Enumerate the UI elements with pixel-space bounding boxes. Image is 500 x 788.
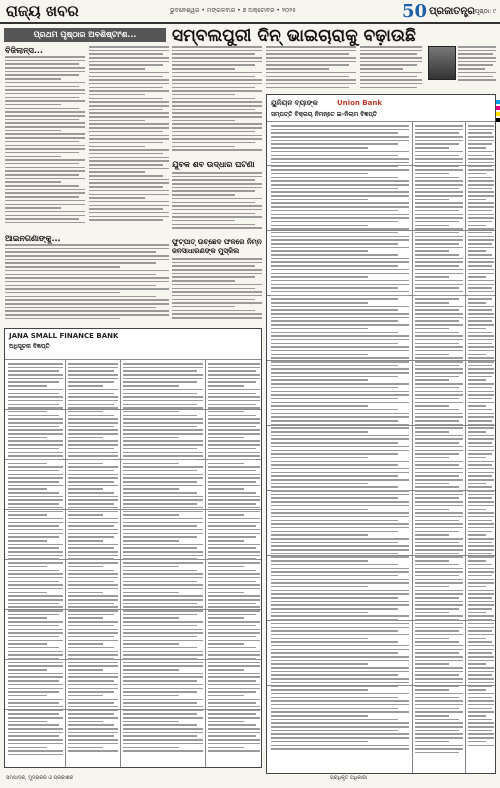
main-story-col2 bbox=[266, 46, 356, 91]
registration-mark bbox=[496, 100, 500, 104]
notice-divider-a bbox=[412, 121, 413, 773]
sub-story-heading-2: ଫୁଟ୍ପାତ୍ ଉଚ୍ଛେଦ ଫଳରେ ନିମ୍ନ ଜନସାଧାରଣଙ୍କ ମୁସ୍କିଲ bbox=[172, 238, 262, 255]
jana-text-col4 bbox=[208, 363, 260, 763]
bank-auction-notice bbox=[266, 94, 496, 774]
jana-bank-name: JANA SMALL FINANCE BANK bbox=[9, 332, 119, 340]
page-number: ପୃଷ୍ଠା: ୯ bbox=[474, 8, 496, 15]
newspaper-name: ପ୍ରଜାତନ୍ତ୍ର bbox=[429, 6, 475, 17]
jana-ad-title: ଅଧିସୂଚନା ବିଜ୍ଞପ୍ତି bbox=[9, 343, 50, 350]
continuation-banner: ପ୍ରଥମ ପୃଷ୍ଠାର ଅବଶିଷ୍ଟାଂଶ... bbox=[4, 28, 166, 42]
left-story-text-col3 bbox=[5, 244, 169, 324]
union-bank-name: ୟୁନିୟନ ବ୍ୟାଙ୍କ bbox=[271, 99, 318, 107]
registration-mark bbox=[496, 106, 500, 110]
left-story-heading: ବିଜିଲାନ୍ସ... bbox=[5, 46, 43, 55]
jana-col-divider bbox=[120, 359, 121, 767]
notice-amount-col bbox=[415, 125, 463, 765]
notice-divider-b bbox=[465, 121, 466, 773]
left-story-text-col1 bbox=[5, 56, 85, 231]
jana-bank-ad bbox=[4, 328, 262, 768]
author-caption bbox=[458, 46, 496, 91]
left-story-text-col2 bbox=[89, 46, 169, 231]
main-headline: ସମ୍ବଲପୁରୀ ଦିନ୍ ଭାଇଚାରାକୁ ବଢ଼ାଉଛି bbox=[172, 26, 416, 46]
registration-mark bbox=[496, 112, 500, 116]
jana-text-col2 bbox=[68, 363, 118, 763]
newspaper-logo bbox=[402, 1, 475, 22]
sub-story-text-2 bbox=[172, 258, 262, 324]
main-story-col3 bbox=[360, 46, 422, 91]
anniversary-number: 50 bbox=[402, 1, 428, 22]
auction-subtitle: ସମ୍ପତ୍ତି ବିକ୍ରୟ ନିମନ୍ତେ ଇ-ନିଲାମ ବିଜ୍ଞପ୍ତି bbox=[271, 111, 378, 118]
jana-col-divider bbox=[65, 359, 66, 767]
main-story-col1 bbox=[172, 46, 262, 156]
dateline: ଭୁବନେଶ୍ୱର • ମଙ୍ଗଳବାର • ୭ ଅକ୍ଟୋବର • ୨୦୨୫ bbox=[170, 7, 296, 14]
sub-story-text-1 bbox=[172, 172, 262, 234]
jana-col-divider bbox=[205, 359, 206, 767]
left-story-heading-2: ଆଇନଗଣାଙ୍କୁ... bbox=[5, 234, 61, 243]
masthead bbox=[0, 0, 500, 24]
sub-story-heading-1: ଯୁବକ ଶବ ଉଦ୍ଧାର ଘଟଣା bbox=[172, 160, 255, 169]
footer-right: ପ୍ରାଧିକୃତ ଅଧିକାରୀ bbox=[330, 775, 367, 781]
union-bank-name-en: Union Bank bbox=[337, 99, 382, 107]
author-photo bbox=[428, 46, 456, 80]
section-title: ରାଜ୍ୟ ଖବର bbox=[6, 2, 79, 20]
notice-text-col bbox=[271, 125, 409, 765]
registration-mark bbox=[496, 118, 500, 122]
notice-row-line bbox=[267, 121, 495, 122]
jana-text-col1 bbox=[8, 363, 63, 763]
footer-left: ସମ୍ପାଦକ, ମୁଦ୍ରାକର ଓ ପ୍ରକାଶକ bbox=[6, 775, 74, 781]
jana-text-col3 bbox=[123, 363, 203, 763]
notice-date-col bbox=[468, 125, 494, 765]
jana-row-line bbox=[5, 359, 261, 360]
